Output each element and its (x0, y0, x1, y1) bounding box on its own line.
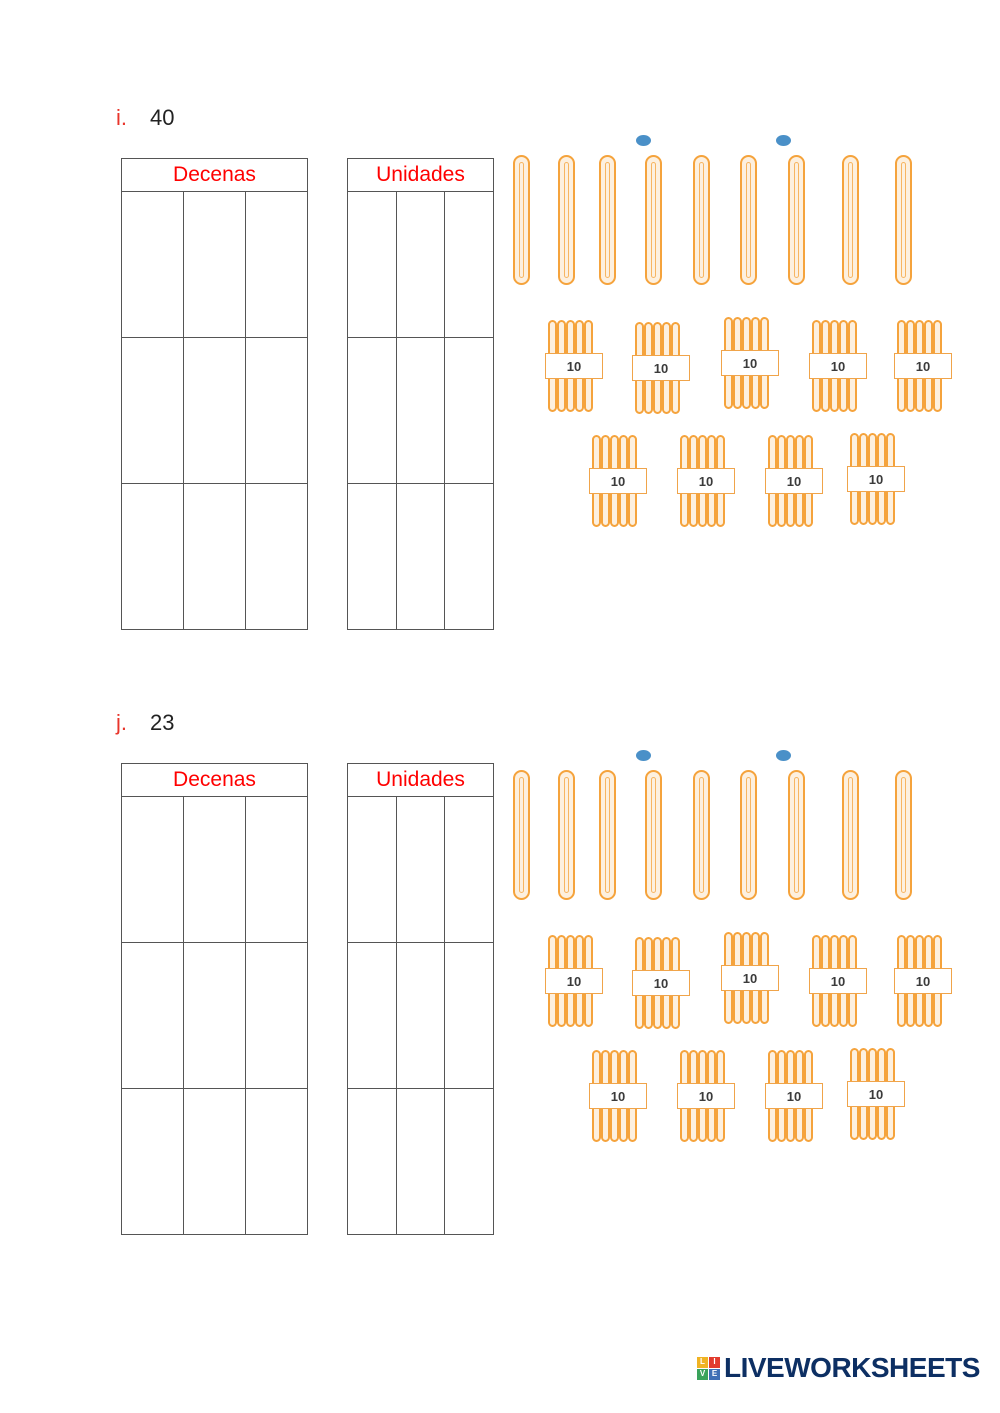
place-value-table-tens-j (121, 763, 308, 1235)
bundle-label: 10 (894, 968, 952, 994)
table-cell[interactable] (445, 484, 494, 630)
ten-bundle (592, 1050, 644, 1142)
table-cell[interactable] (396, 338, 445, 484)
ten-bundle (812, 320, 864, 412)
table-cell[interactable] (246, 338, 308, 484)
marker-dot[interactable] (776, 750, 791, 761)
single-stick (599, 770, 616, 900)
table-cell[interactable] (122, 943, 184, 1089)
table-cell[interactable] (122, 192, 184, 338)
table-cell[interactable] (348, 192, 397, 338)
bundle-label: 10 (765, 1083, 823, 1109)
table-cell[interactable] (184, 1089, 246, 1235)
bundle-label: 10 (847, 466, 905, 492)
single-stick (842, 155, 859, 285)
bundle-label: 10 (721, 350, 779, 376)
table-cell[interactable] (348, 943, 397, 1089)
table-cell[interactable] (122, 1089, 184, 1235)
logo-text: LIVEWORKSHEETS (724, 1352, 980, 1383)
ten-bundle (724, 932, 776, 1024)
table-cell[interactable] (348, 1089, 397, 1235)
bundle-label: 10 (765, 468, 823, 494)
bundle-label: 10 (721, 965, 779, 991)
bundle-label: 10 (589, 1083, 647, 1109)
ten-bundle (680, 435, 732, 527)
ten-bundle (680, 1050, 732, 1142)
bundle-label: 10 (677, 468, 735, 494)
single-stick (558, 155, 575, 285)
liveworksheets-logo[interactable] (697, 1352, 980, 1384)
table-cell[interactable] (122, 797, 184, 943)
table-cell[interactable] (445, 797, 494, 943)
table-cell[interactable] (184, 338, 246, 484)
table-cell[interactable] (396, 192, 445, 338)
ten-bundle (724, 317, 776, 409)
marker-dot[interactable] (636, 135, 651, 146)
ten-bundle (592, 435, 644, 527)
single-stick (693, 770, 710, 900)
bundle-label: 10 (847, 1081, 905, 1107)
ten-bundle (548, 320, 600, 412)
single-stick (788, 770, 805, 900)
single-stick (740, 770, 757, 900)
manipulatives-area-i (505, 135, 975, 635)
logo-letter-l: L (697, 1357, 708, 1368)
ten-bundle (768, 435, 820, 527)
table-cell[interactable] (396, 943, 445, 1089)
bundle-label: 10 (545, 968, 603, 994)
ten-bundle (635, 322, 687, 414)
single-stick (693, 155, 710, 285)
ten-bundle (897, 935, 949, 1027)
table-cell[interactable] (445, 1089, 494, 1235)
single-stick (645, 155, 662, 285)
table-cell[interactable] (184, 192, 246, 338)
bundle-label: 10 (589, 468, 647, 494)
table-cell[interactable] (122, 484, 184, 630)
table-cell[interactable] (445, 943, 494, 1089)
table-cell[interactable] (348, 338, 397, 484)
bundle-label: 10 (632, 970, 690, 996)
table-cell[interactable] (445, 192, 494, 338)
table-cell[interactable] (246, 192, 308, 338)
bundle-label: 10 (894, 353, 952, 379)
single-stick (895, 770, 912, 900)
table-cell[interactable] (445, 338, 494, 484)
place-value-table-tens-i (121, 158, 308, 630)
table-cell[interactable] (246, 1089, 308, 1235)
table-cell[interactable] (246, 797, 308, 943)
single-stick (788, 155, 805, 285)
single-stick (645, 770, 662, 900)
single-stick (513, 770, 530, 900)
bundle-label: 10 (545, 353, 603, 379)
table-header-decenas-j: Decenas (122, 764, 308, 797)
table-cell[interactable] (246, 484, 308, 630)
ten-bundle (548, 935, 600, 1027)
logo-squares-icon (697, 1357, 720, 1380)
table-cell[interactable] (348, 797, 397, 943)
ten-bundle (812, 935, 864, 1027)
ten-bundle (897, 320, 949, 412)
manipulatives-area-j (505, 740, 975, 1240)
exercise-label-j: j. (116, 710, 127, 735)
ten-bundle (768, 1050, 820, 1142)
table-cell[interactable] (396, 1089, 445, 1235)
ten-bundle (635, 937, 687, 1029)
table-header-unidades-i: Unidades (348, 159, 494, 192)
single-stick (599, 155, 616, 285)
place-value-table-units-i (347, 158, 494, 630)
logo-letter-i: I (709, 1357, 720, 1368)
exercise-number-i: 40 (150, 105, 175, 130)
table-cell[interactable] (396, 797, 445, 943)
marker-dot[interactable] (776, 135, 791, 146)
table-cell[interactable] (396, 484, 445, 630)
table-cell[interactable] (246, 943, 308, 1089)
bundle-label: 10 (677, 1083, 735, 1109)
single-stick (558, 770, 575, 900)
place-value-table-units-j (347, 763, 494, 1235)
table-cell[interactable] (348, 484, 397, 630)
ten-bundle (850, 1048, 902, 1140)
single-stick (740, 155, 757, 285)
marker-dot[interactable] (636, 750, 651, 761)
exercise-number-j: 23 (150, 710, 175, 735)
single-stick (842, 770, 859, 900)
single-stick (513, 155, 530, 285)
bundle-label: 10 (809, 353, 867, 379)
table-cell[interactable] (184, 484, 246, 630)
table-cell[interactable] (122, 338, 184, 484)
table-header-unidades-j: Unidades (348, 764, 494, 797)
single-stick (895, 155, 912, 285)
logo-letter-v: V (697, 1369, 708, 1380)
bundle-label: 10 (809, 968, 867, 994)
exercise-label-i: i. (116, 105, 127, 130)
table-header-decenas-i: Decenas (122, 159, 308, 192)
ten-bundle (850, 433, 902, 525)
table-cell[interactable] (184, 797, 246, 943)
bundle-label: 10 (632, 355, 690, 381)
table-cell[interactable] (184, 943, 246, 1089)
logo-letter-e: E (709, 1369, 720, 1380)
